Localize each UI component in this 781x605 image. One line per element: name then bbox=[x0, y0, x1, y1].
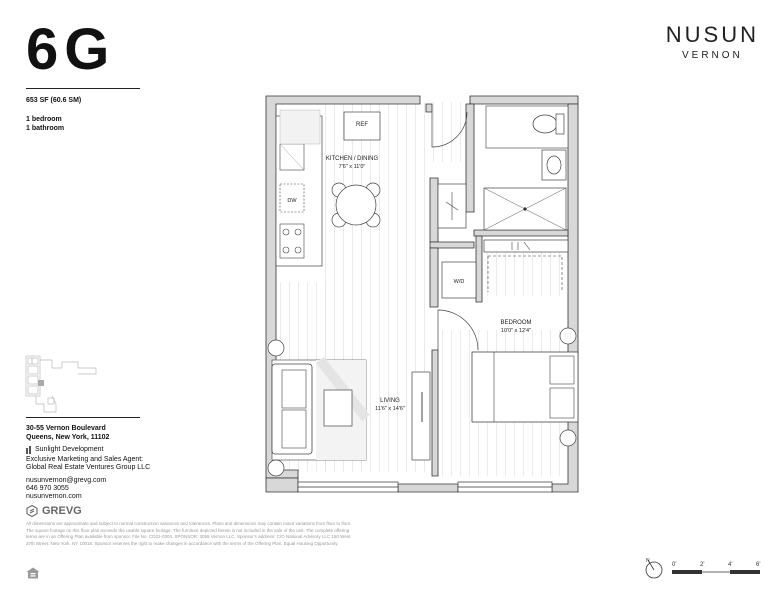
agent-label: Exclusive Marketing and Sales Agent: bbox=[26, 456, 144, 463]
nightstand bbox=[560, 328, 576, 344]
grevg-logo-icon bbox=[26, 505, 38, 517]
unit-area: 653 SF (60.6 SM) bbox=[26, 97, 82, 104]
grevg-logo: GREVG bbox=[42, 505, 82, 517]
bath-south-wall bbox=[474, 230, 568, 236]
contact-phone[interactable]: 646 970 3055 bbox=[26, 485, 69, 492]
dw-label: DW bbox=[287, 198, 297, 204]
key-plan bbox=[22, 352, 100, 414]
scale-tick: 0' bbox=[672, 562, 677, 568]
scale-tick: 2' bbox=[700, 562, 705, 568]
closet-wall bbox=[430, 178, 438, 242]
kitchen-plant bbox=[280, 110, 320, 144]
dining-set bbox=[332, 183, 380, 227]
wd-label: W/D bbox=[453, 279, 465, 285]
nightstand bbox=[560, 430, 576, 446]
bath-wall bbox=[466, 104, 474, 212]
divider bbox=[26, 417, 140, 418]
scale-bar bbox=[642, 558, 772, 584]
door-jamb bbox=[426, 104, 432, 112]
bedroom-label: BEDROOM bbox=[500, 320, 532, 326]
divider bbox=[26, 88, 140, 89]
tv-console bbox=[412, 372, 430, 460]
pillow bbox=[550, 388, 574, 418]
south-wall-west bbox=[266, 478, 298, 492]
closet-divider bbox=[476, 236, 482, 302]
brand-subtitle: VERNON bbox=[681, 50, 743, 61]
wd-wall bbox=[430, 248, 438, 307]
scale-tick: 4' bbox=[728, 562, 733, 568]
ref-label: REF bbox=[356, 122, 368, 128]
address-line2: Queens, New York, 11102 bbox=[26, 434, 110, 441]
brand-name: NUSUN bbox=[665, 22, 759, 47]
bedroom-dimensions: 10'0" x 12'4" bbox=[500, 328, 532, 334]
floor-plan bbox=[262, 92, 592, 512]
living-label: LIVING bbox=[380, 398, 400, 404]
kitchen-dimensions: 7'6" x 11'0" bbox=[338, 164, 366, 170]
wood-floor-closet bbox=[482, 252, 578, 296]
bedroom-west-wall bbox=[432, 350, 438, 476]
scale-tick: 6' bbox=[756, 562, 761, 568]
contact-website[interactable]: nusunvernon.com bbox=[26, 493, 82, 500]
bathroom-count: 1 bathroom bbox=[26, 125, 65, 132]
contact-email[interactable]: nusunvernon@grevg.com bbox=[26, 477, 107, 484]
coffee-table bbox=[324, 390, 352, 426]
pillow bbox=[550, 356, 574, 384]
address-line1: 30-55 Vernon Boulevard bbox=[26, 425, 106, 432]
closet-wall-bottom bbox=[430, 242, 474, 248]
north-wall-east bbox=[470, 96, 578, 104]
disclaimer-text: All dimensions are approximate and subject to normal construction variances and tolerances. Plans and dimensions may contain minor variations from floor to floor. The square footage on this floor plan exceeds the usable square footage. The furniture depicted herein is not included in the sale of the unit. The complete offering terms are in an Offering Plan available from sponsor. File No. CD22-0304. SPONSOR: 3055 Vernon LLC. Sponsor's address: C/O National Advisory LLC 150 West 37th Street, New York, NY 10018. Sponsor reserves the right to make changes in accordance with the terms of the Offering Plan. Equal Housing Opportunity. bbox=[26, 521, 352, 546]
unit-title: 6G bbox=[26, 17, 116, 82]
living-dimensions: 11'6" x 14'6" bbox=[375, 406, 405, 412]
svg-text:N: N bbox=[646, 558, 650, 564]
equal-housing-icon bbox=[26, 567, 40, 579]
agent-name: Global Real Estate Ventures Group LLC bbox=[26, 464, 151, 471]
bedroom-closet bbox=[484, 240, 568, 252]
developer-logo-icon bbox=[26, 446, 32, 454]
side-table bbox=[268, 460, 284, 476]
south-wall-mid bbox=[398, 484, 458, 492]
kitchen-label: KITCHEN / DINING bbox=[325, 156, 379, 162]
toilet bbox=[533, 115, 557, 133]
brand-logo bbox=[666, 22, 759, 61]
side-table bbox=[268, 340, 284, 356]
bedroom-count: 1 bedroom bbox=[26, 116, 62, 123]
cooktop bbox=[280, 224, 304, 258]
developer-name: Sunlight Development bbox=[35, 446, 104, 453]
